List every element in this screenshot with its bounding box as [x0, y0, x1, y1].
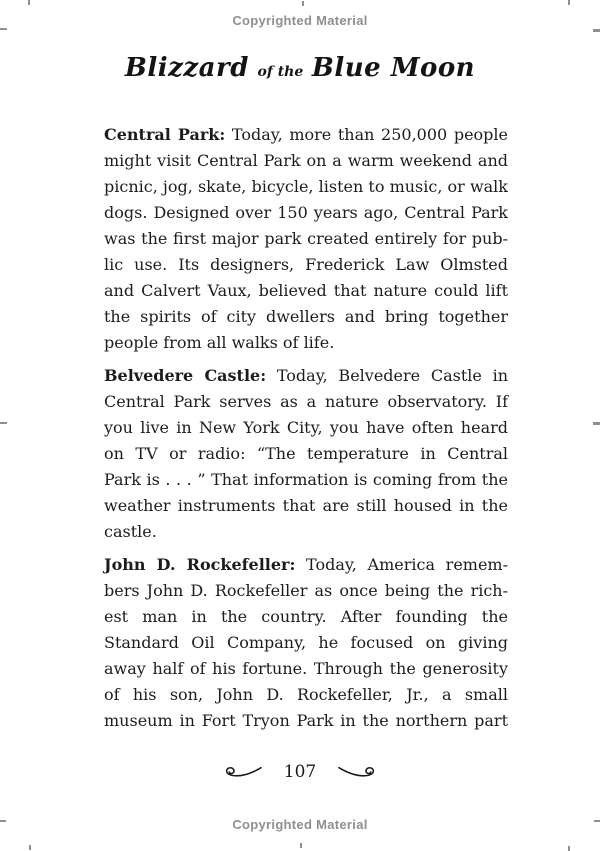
registration-mark — [593, 29, 600, 32]
paragraph-lead: Belvedere Castle: — [104, 366, 267, 385]
text-line: weather instruments that are still housed in the — [104, 496, 508, 515]
text-line: away half of his fortune. Through the generosity — [104, 659, 508, 678]
text-line: castle. — [104, 522, 157, 541]
registration-mark — [0, 28, 7, 30]
book-title — [0, 53, 600, 83]
book-title-word1: Blizzard — [124, 53, 249, 83]
text-line: museum in Fort Tryon Park in the northern part — [104, 711, 508, 730]
text-line: people from all walks of life. — [104, 333, 335, 352]
text-line: of his son, John D. Rockefeller, Jr., a small — [104, 685, 508, 704]
body-text — [104, 122, 508, 741]
text-line: John D. Rockefeller: Today, America remem- — [104, 555, 509, 574]
text-line: you live in New York City, you have often heard — [104, 418, 508, 437]
text-line: Central Park serves as a nature observatory. If — [104, 392, 508, 411]
book-title-word2: Blue Moon — [311, 53, 476, 83]
paragraph — [104, 363, 508, 545]
registration-mark — [300, 843, 302, 848]
paragraph — [104, 552, 508, 734]
text-line: Standard Oil Company, he focused on giving — [104, 633, 508, 652]
text-line: est man in the country. After founding the — [104, 607, 508, 626]
swirl-flourish-left-icon — [220, 764, 262, 780]
text-line: Park is . . . ” That information is coming from the — [104, 470, 508, 489]
page-footer — [0, 762, 600, 782]
text-line: might visit Central Park on a warm weekend and — [104, 151, 508, 170]
registration-mark — [568, 846, 570, 851]
copyright-notice-top: Copyrighted Material — [232, 13, 368, 28]
paragraph — [104, 122, 508, 356]
registration-mark — [29, 845, 31, 850]
text-line: picnic, jog, skate, bicycle, listen to music, or walk — [104, 177, 508, 196]
text-line: and Calvert Vaux, believed that nature could lift — [104, 281, 508, 300]
text-line: lic use. Its designers, Frederick Law Olmsted — [104, 255, 508, 274]
book-title-connector: of the — [257, 64, 304, 80]
text-line: dogs. Designed over 150 years ago, Central Park — [104, 203, 508, 222]
swirl-flourish-right-icon — [338, 764, 380, 780]
text-line: bers John D. Rockefeller as once being the rich- — [104, 581, 508, 600]
registration-mark — [568, 0, 570, 5]
registration-mark — [593, 422, 600, 425]
text-line: was the first major park created entirely for pub- — [104, 229, 508, 248]
paragraph-lead: John D. Rockefeller: — [104, 555, 296, 574]
paragraph-lead: Central Park: — [104, 125, 226, 144]
registration-mark — [28, 0, 30, 5]
text-line: Belvedere Castle: Today, Belvedere Castle in — [104, 366, 509, 385]
copyright-notice-bottom: Copyrighted Material — [232, 817, 368, 832]
registration-mark — [302, 1, 304, 6]
text-line: the spirits of city dwellers and bring together — [104, 307, 508, 326]
text-line: on TV or radio: “The temperature in Central — [104, 444, 508, 463]
registration-mark — [0, 422, 7, 424]
page-number: 107 — [283, 762, 317, 782]
text-line: Central Park: Today, more than 250,000 people — [104, 125, 508, 144]
